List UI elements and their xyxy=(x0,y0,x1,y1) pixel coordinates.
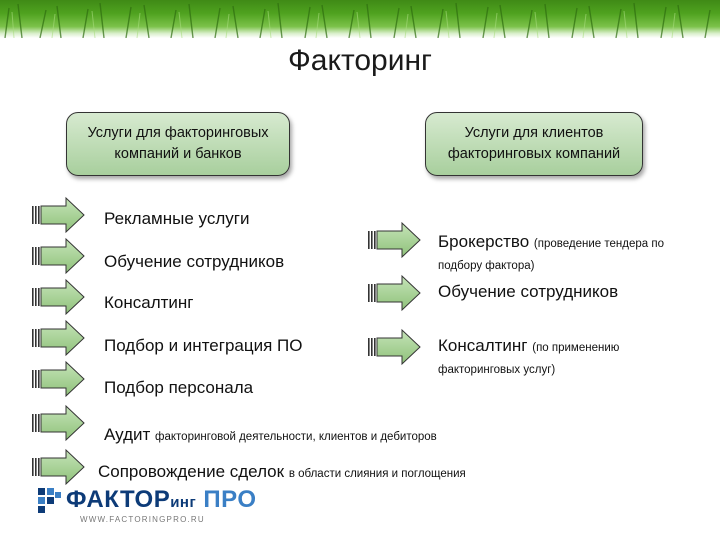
arrow-right-icon xyxy=(32,360,86,398)
arrow-right-icon xyxy=(32,319,86,357)
client-service-item xyxy=(438,336,658,380)
service-item-detail: в области слияния и поглощения xyxy=(288,468,466,480)
arrow-right-icon xyxy=(32,448,86,486)
grass-blades xyxy=(0,0,720,38)
service-item-detail: (по применению факторинговых услуг) xyxy=(438,342,620,376)
logo-url: WWW.FACTORINGPRO.RU xyxy=(80,515,205,524)
arrow-right-icon xyxy=(368,221,422,259)
service-item-detail: факторинговой деятельности, клиентов и дебиторов xyxy=(155,431,437,443)
arrow-right-icon xyxy=(368,274,422,312)
service-item: Рекламные услуги xyxy=(104,209,250,228)
box-factoring-companies: Услуги для факторинговых компаний и банков xyxy=(66,112,290,176)
arrow-right-icon xyxy=(32,196,86,234)
service-item-main: Сопровождение сделок xyxy=(98,462,285,481)
service-item-main: Брокерство xyxy=(438,232,530,251)
grass-banner xyxy=(0,0,720,38)
service-item: Подбор персонала xyxy=(104,378,254,397)
page-title: Факторинг xyxy=(288,44,432,77)
service-item: Консалтинг xyxy=(104,293,194,312)
logo-text: ФАКТОРинг ПРО xyxy=(66,486,257,513)
arrow-right-icon xyxy=(32,237,86,275)
service-item-support xyxy=(98,462,466,482)
service-item: Обучение сотрудников xyxy=(104,252,285,271)
box-factoring-clients: Услуги для клиентов факторинговых компаний xyxy=(425,112,643,176)
arrow-right-icon xyxy=(368,328,422,366)
service-item-main: Обучение сотрудников xyxy=(438,282,619,301)
service-item-detail: (проведение тендера по подбору фактора) xyxy=(438,238,664,272)
service-item-main: Аудит xyxy=(104,425,151,444)
client-service-item xyxy=(438,232,688,276)
service-item-audit xyxy=(104,425,437,445)
arrow-right-icon xyxy=(32,278,86,316)
client-service-item xyxy=(438,282,618,302)
logo-icon xyxy=(38,488,62,516)
arrow-right-icon xyxy=(32,404,86,442)
service-item-main: Консалтинг xyxy=(438,336,528,355)
service-item: Подбор и интеграция ПО xyxy=(104,336,303,355)
company-logo xyxy=(38,486,258,534)
